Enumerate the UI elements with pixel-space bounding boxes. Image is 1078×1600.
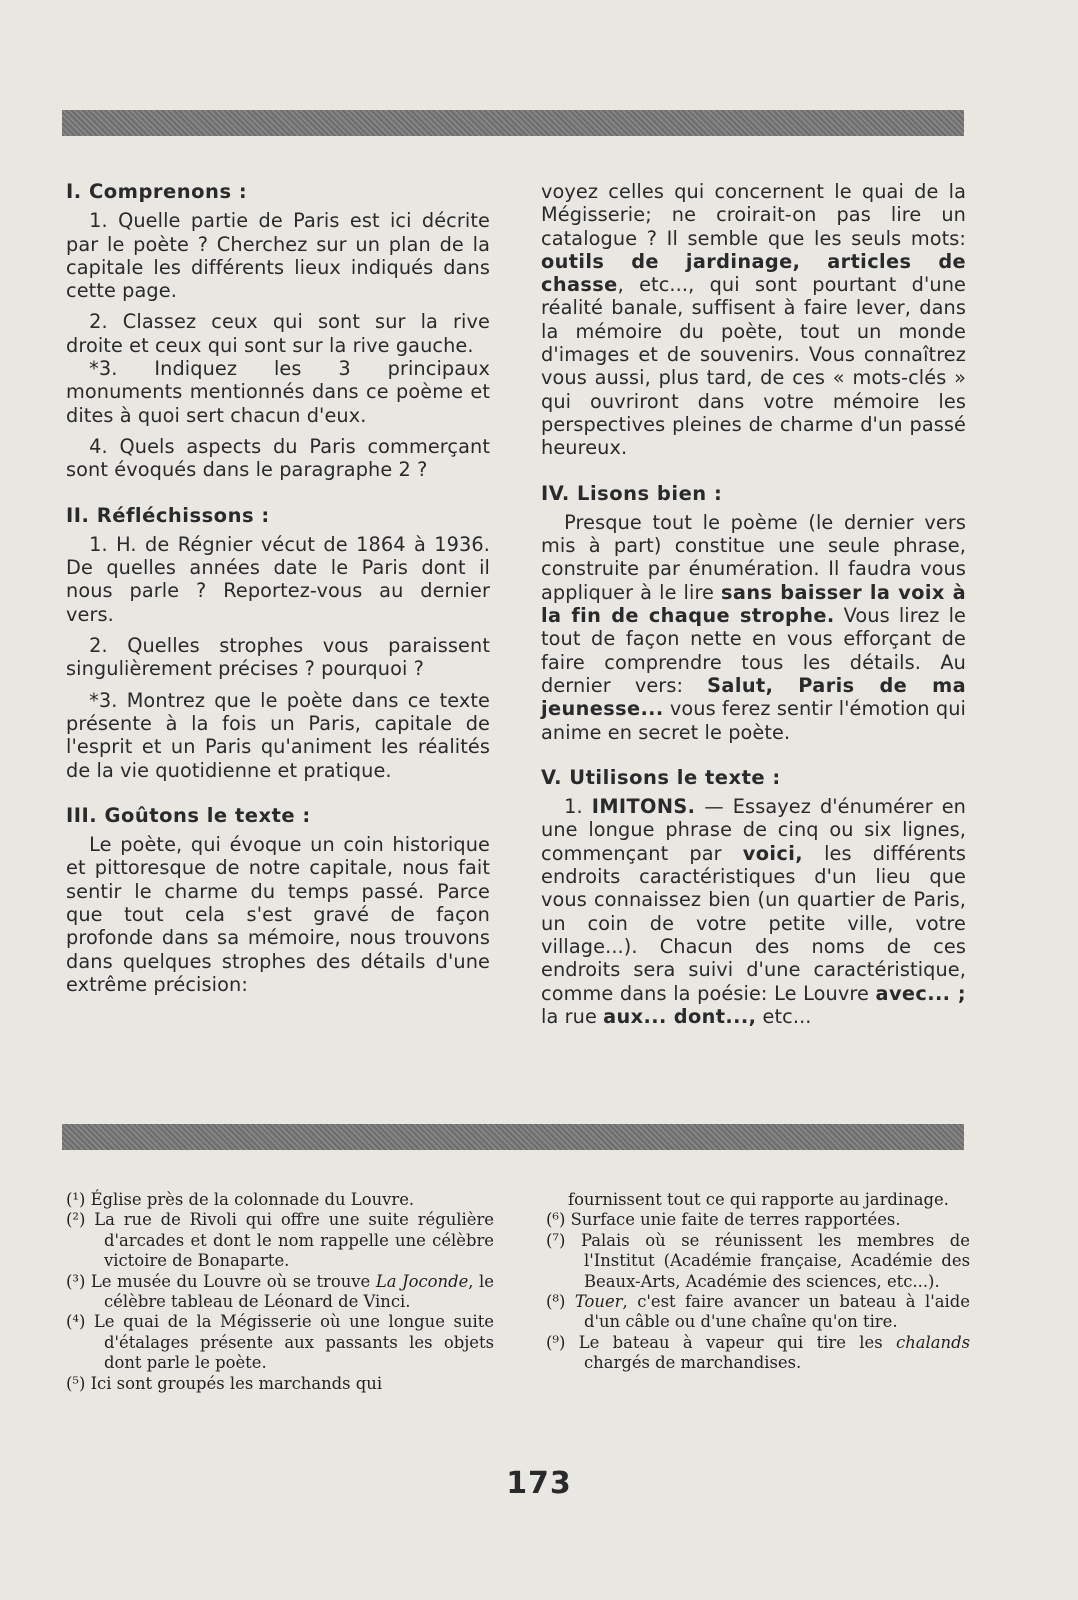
- body-paragraph: voyez celles qui concernent le quai de la Mégisserie; ne croirait-on pas lire un catalogue ? Il semble que les seuls mots: outils de jardinage, articles de chasse, etc..., qui sont pourtant d'une réalité banale, suffisent à faire lever, dans la mémoire du poète, tout un monde d'images et de souvenirs. Vous connaîtrez vous aussi, plus tard, de ces « mots-clés » qui ouvriront dans votre mémoire les perspectives pleines de charme d'un passé heureux.: [541, 180, 966, 460]
- footnote: (¹) Église près de la colonnade du Louvre.: [66, 1190, 415, 1209]
- footnote: (²) La rue de Rivoli qui offre une suite régulière d'arcades et dont le nom rappelle une célèbre victoire de Bonaparte.: [66, 1210, 494, 1271]
- left-column: [66, 180, 490, 996]
- header-rule: [62, 110, 964, 136]
- question-paragraph: 2. Quelles strophes vous paraissent singulièrement précises ? pourquoi ?: [66, 634, 490, 681]
- footnotes-left: [66, 1190, 494, 1394]
- footnote: (⁹) Le bateau à vapeur qui tire les chalands chargés de marchandises.: [546, 1332, 970, 1373]
- question-paragraph: 1. Quelle partie de Paris est ici décrite par le poète ? Cherchez sur un plan de la capitale les différents lieux indiqués dans cette page.: [66, 209, 490, 303]
- section-title-reflechissons: II. Réfléchissons :: [66, 503, 270, 527]
- section-title-lisons: IV. Lisons bien :: [541, 481, 723, 505]
- right-column: [541, 180, 966, 1028]
- body-paragraph: 1. IMITONS. — Essayez d'énumérer en une longue phrase de cinq ou six lignes, commençant par voici, les différents endroits caractéristiques d'un lieu que vous connaissez bien (un quartier de Paris, un coin de votre petite ville, votre village...). Chacun des noms de ces endroits sera suivi d'une caractéristique, comme dans la poésie: Le Louvre avec... ; la rue aux... dont..., etc...: [541, 795, 967, 1028]
- body-paragraph: Presque tout le poème (le dernier vers mis à part) constitue une seule phrase, construite par énumération. Il faudra vous appliquer à le lire sans baisser la voix à la fin de chaque strophe. Vous lirez le tout de façon nette en vous efforçant de faire comprendre tous les détails. Au dernier vers: Salut, Paris de ma jeunesse... vous ferez sentir l'émotion qui anime en secret le poète.: [541, 510, 966, 744]
- page-number: 173: [506, 1466, 572, 1501]
- footnote-rule: [62, 1124, 964, 1150]
- footnote: (⁴) Le quai de la Mégisserie où une longue suite d'étalages présente aux passants les objets dont parle le poète.: [66, 1312, 494, 1373]
- section-title-utilisons: V. Utilisons le texte :: [541, 765, 781, 789]
- question-paragraph: 1. H. de Régnier vécut de 1864 à 1936. De quelles années date le Paris dont il nous parle ? Reportez-vous au dernier vers.: [66, 532, 490, 626]
- question-paragraph: 4. Quels aspects du Paris commerçant sont évoqués dans le paragraphe 2 ?: [66, 434, 490, 482]
- footnote: (³) Le musée du Louvre où se trouve La Joconde, le célèbre tableau de Léonard de Vinci.: [66, 1271, 494, 1312]
- question-paragraph: *3. Indiquez les 3 principaux monuments mentionnés dans ce poème et dites à quoi sert chacun d'eux.: [66, 357, 490, 427]
- footnote-continuation: fournissent tout ce qui rapporte au jardinage.: [568, 1190, 949, 1209]
- footnote: (⁸) Touer, c'est faire avancer un bateau à l'aide d'un câble ou d'une chaîne qu'on tire.: [546, 1292, 970, 1332]
- footnote: (⁶) Surface unie faite de terres rapportées.: [546, 1210, 901, 1230]
- section-title-comprenons: I. Comprenons :: [66, 180, 248, 203]
- footnote: (⁵) Ici sont groupés les marchands qui: [66, 1373, 383, 1393]
- footnote: (⁷) Palais où se réunissent les membres de l'Institut (Académie française, Académie des Beaux-Arts, Académie des sciences, etc...).: [546, 1230, 970, 1291]
- question-paragraph: 2. Classez ceux qui sont sur la rive droite et ceux qui sont sur la rive gauche.: [66, 310, 490, 357]
- body-paragraph: Le poète, qui évoque un coin historique et pittoresque de notre capitale, nous fait sentir le charme du temps passé. Parce que tout cela s'est gravé de façon profonde dans sa mémoire, nous trouvons dans quelques strophes des détails d'une extrême précision:: [66, 833, 490, 996]
- section-title-goutons: III. Goûtons le texte :: [66, 803, 311, 827]
- question-paragraph: *3. Montrez que le poète dans ce texte présente à la fois un Paris, capitale de l'esprit et un Paris qu'animent les réalités de la vie quotidienne et pratique.: [66, 688, 490, 782]
- footnotes-right: [546, 1190, 970, 1374]
